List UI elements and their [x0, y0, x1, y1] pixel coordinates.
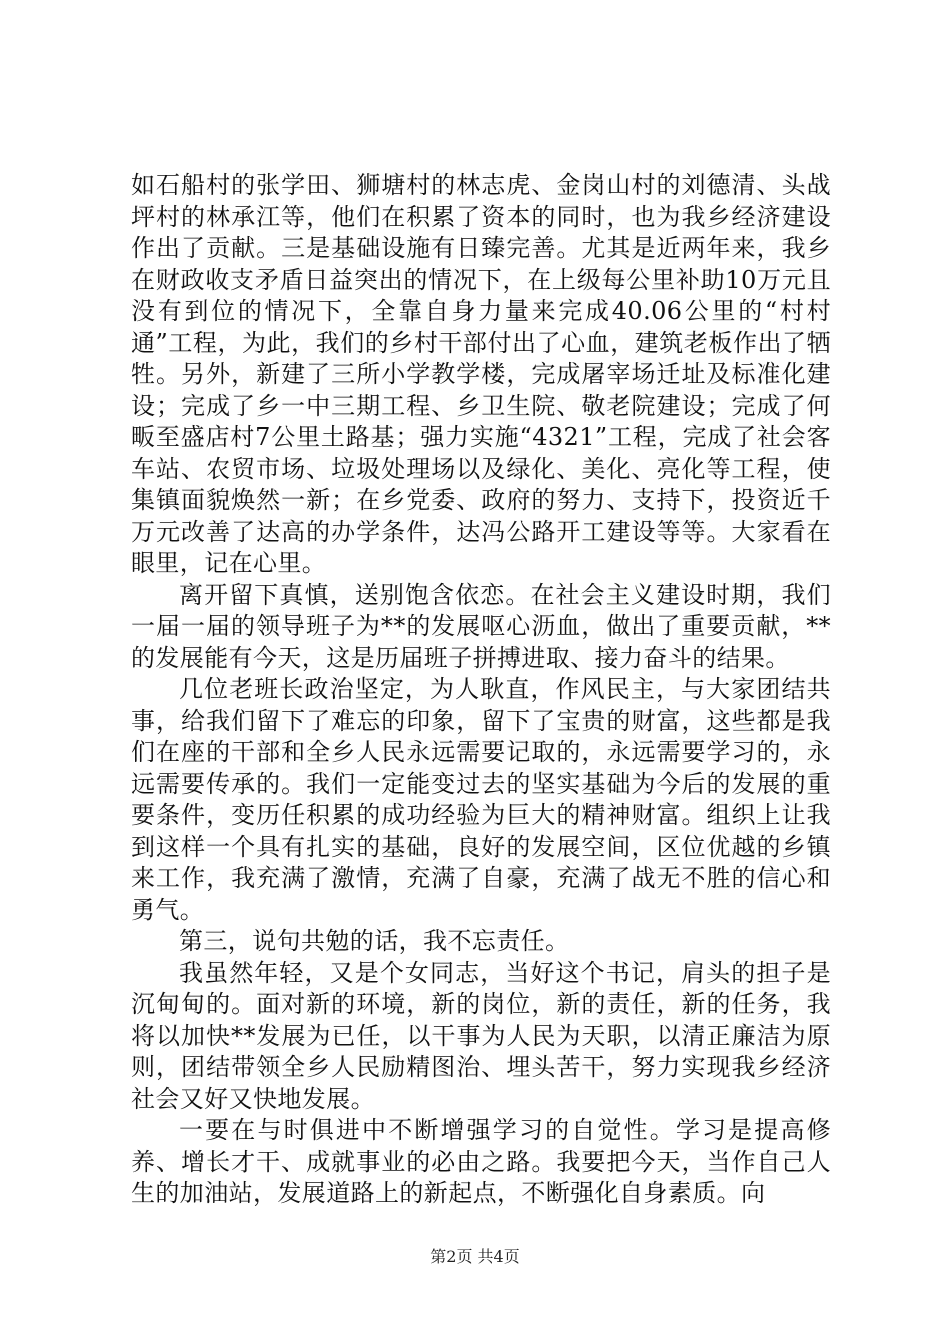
paragraph-6: 一要在与时俱进中不断增强学习的自觉性。学习是提高修养、增长才干、成就事业的必由之路。我要把今天，当作自己人生的加油站，发展道路上的新起点，不断强化自身素质。向	[131, 1116, 831, 1207]
paragraph-1: 如石船村的张学田、狮塘村的林志虎、金岗山村的刘德清、头战坪村的林承江等，他们在积累了资本的同时，也为我乡经济建设作出了贡献。三是基础设施有日臻完善。尤其是近两年来，我乡在财政收支矛盾日益突出的情况下，在上级每公里补助10万元且没有到位的情况下，全靠自身力量来完成40.06公里的“村村通”工程，为此，我们的乡村干部付出了心血，建筑老板作出了牺牲。另外，新建了三所小学教学楼，完成屠宰场迁址及标准化建设；完成了乡一中三期工程、乡卫生院、敬老院建设；完成了何畈至盛店村7公里土路基；强力实施“4321”工程，完成了社会客车站、农贸市场、垃圾处理场以及绿化、美化、亮化等工程，使集镇面貌焕然一新；在乡党委、政府的努力、支持下，投资近千万元改善了达高的办学条件，达冯公路开工建设等等。大家看在眼里，记在心里。	[131, 171, 831, 577]
paragraph-2: 离开留下真慎，送别饱含依恋。在社会主义建设时期，我们一届一届的领导班子为**的发展呕心沥血，做出了重要贡献，**的发展能有今天，这是历届班子拼搏进取、接力奋斗的结果。	[131, 580, 831, 672]
paragraph-3: 几位老班长政治坚定，为人耿直，作风民主，与大家团结共事，给我们留下了难忘的印象，留下了宝贵的财富，这些都是我们在座的干部和全乡人民永远需要记取的，永远需要学习的，永远需要传承的。我们一定能变过去的坚实基础为今后的发展的重要条件，变历任积累的成功经验为巨大的精神财富。组织上让我到这样一个具有扎实的基础，良好的发展空间，区位优越的乡镇来工作，我充满了激情，充满了自豪，充满了战无不胜的信心和勇气。	[131, 675, 831, 924]
paragraph-4: 第三，说句共勉的话，我不忘责任。	[179, 927, 570, 955]
page-number-footer: 第2页 共4页	[430, 1247, 520, 1266]
body-text	[131, 170, 831, 1210]
paragraph-5: 我虽然年轻，又是个女同志，当好这个书记，肩头的担子是沉甸甸的。面对新的环境，新的岗位，新的责任，新的任务，我将以加快**发展为已任，以干事为人民为天职，以清正廉洁为原则，团结带领全乡人民励精图治、埋头苦干，努力实现我乡经济社会又好又快地发展。	[131, 958, 831, 1113]
